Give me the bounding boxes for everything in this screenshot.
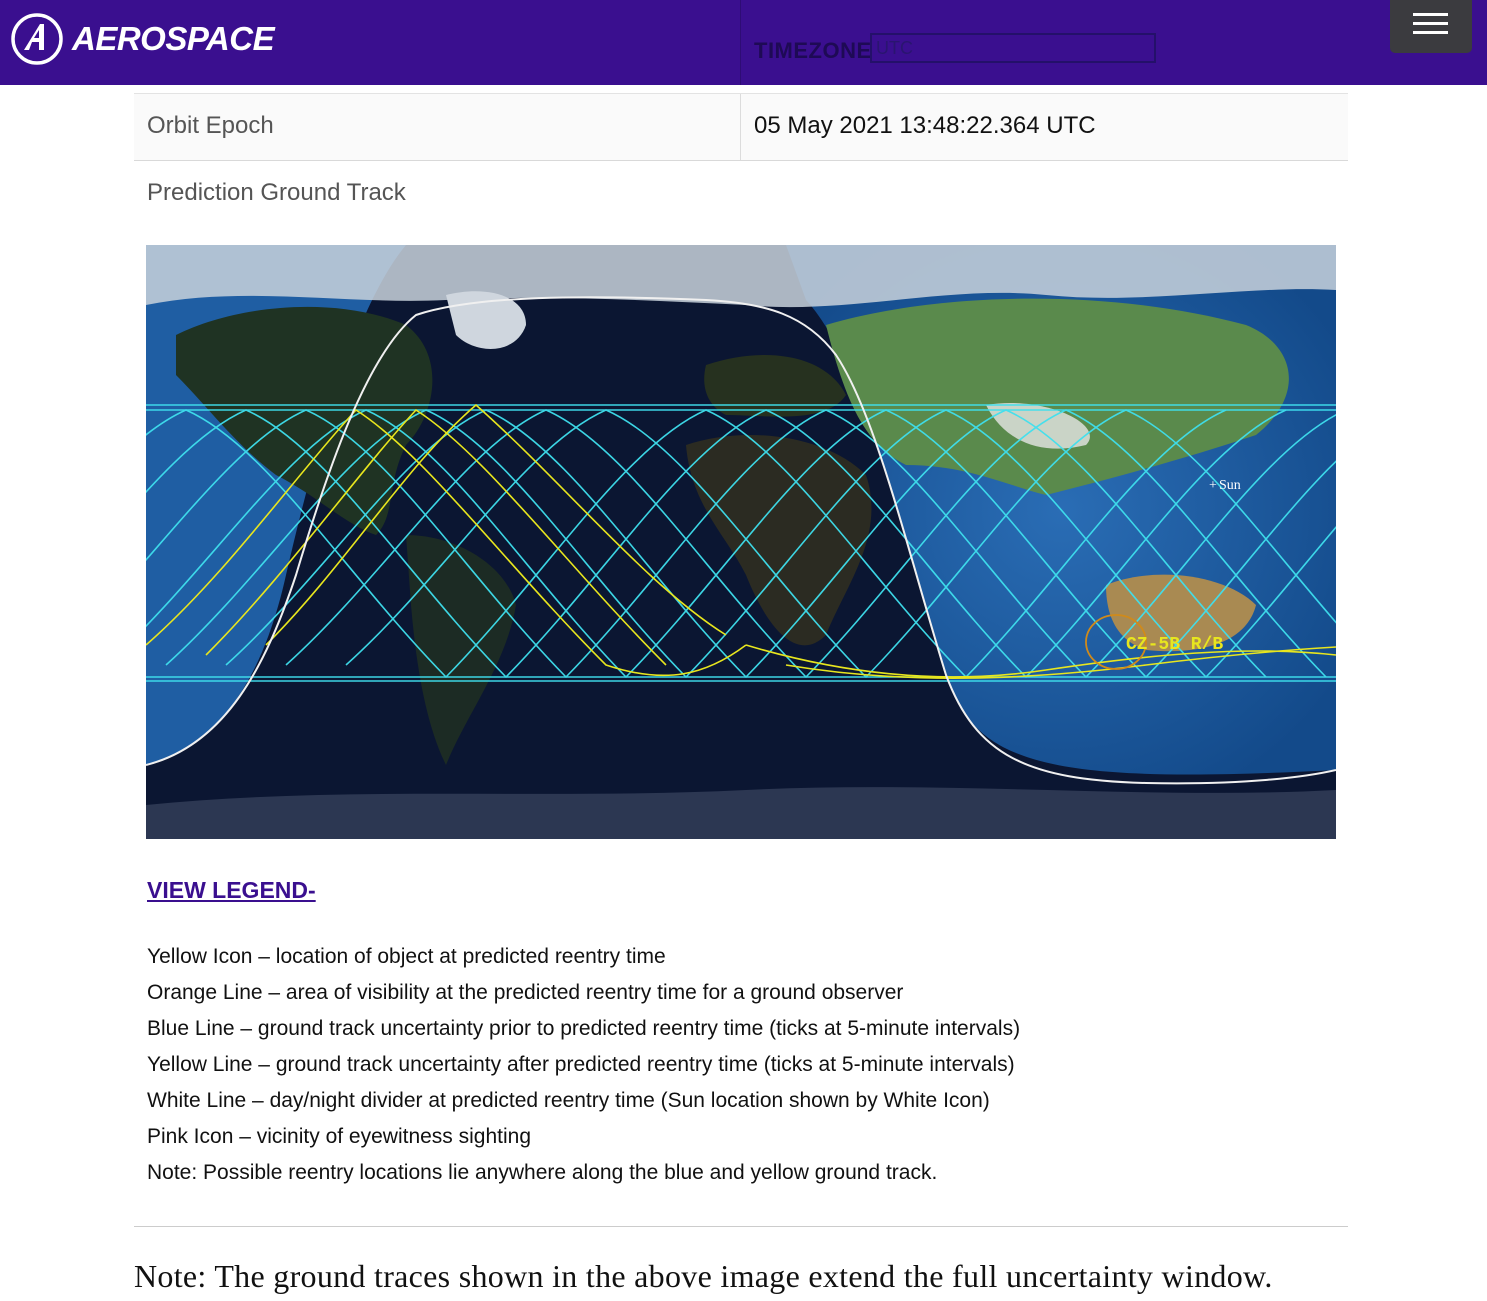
site-header <box>0 0 1487 85</box>
column-divider <box>740 94 741 160</box>
brand-name: AEROSPACE <box>72 20 275 57</box>
object-label: CZ-5B R/B <box>1126 635 1224 655</box>
timezone-input[interactable] <box>870 33 1156 63</box>
orbit-epoch-value: 05 May 2021 13:48:22.364 UTC <box>754 112 1096 139</box>
legend-item: Blue Line – ground track uncertainty prior to predicted reentry time (ticks at 5-minute intervals) <box>147 1017 1021 1040</box>
aerospace-logo-icon <box>10 12 64 66</box>
view-legend-text: VIEW LEGEND <box>147 877 309 903</box>
orbit-epoch-row <box>134 93 1348 161</box>
legend-item: White Line – day/night divider at predicted reentry time (Sun location shown by White Icon) <box>147 1089 990 1112</box>
sun-label: Sun <box>1219 478 1241 493</box>
legend-item: Yellow Icon – location of object at predicted reentry time <box>147 945 666 968</box>
hamburger-icon-bar <box>1413 22 1448 25</box>
menu-button[interactable] <box>1390 0 1472 53</box>
uncertainty-note: Note: The ground traces shown in the above image extend the full uncertainty window. <box>134 1258 1273 1294</box>
orbit-epoch-label: Orbit Epoch <box>147 112 274 139</box>
aerospace-logo[interactable] <box>10 12 274 66</box>
hamburger-icon-bar <box>1413 31 1448 34</box>
legend-item: Yellow Line – ground track uncertainty after predicted reentry time (ticks at 5-minute intervals) <box>147 1053 1015 1076</box>
legend-list <box>147 942 1020 1194</box>
hamburger-icon-bar <box>1413 13 1448 16</box>
view-legend-link[interactable] <box>147 877 316 904</box>
divider <box>134 1226 1348 1227</box>
timezone-label: TIMEZONE <box>754 38 872 63</box>
legend-item: Pink Icon – vicinity of eyewitness sighting <box>147 1125 532 1148</box>
sun-icon: + <box>1209 478 1217 493</box>
antarctica <box>146 787 1336 839</box>
legend-toggle-icon: - <box>308 877 316 903</box>
ground-track-label: Prediction Ground Track <box>147 179 406 206</box>
legend-item: Note: Possible reentry locations lie anywhere along the blue and yellow ground track. <box>147 1161 938 1184</box>
header-column-divider <box>740 0 741 85</box>
legend-item: Orange Line – area of visibility at the predicted reentry time for a ground observer <box>147 981 904 1004</box>
ground-track-map <box>146 245 1336 839</box>
